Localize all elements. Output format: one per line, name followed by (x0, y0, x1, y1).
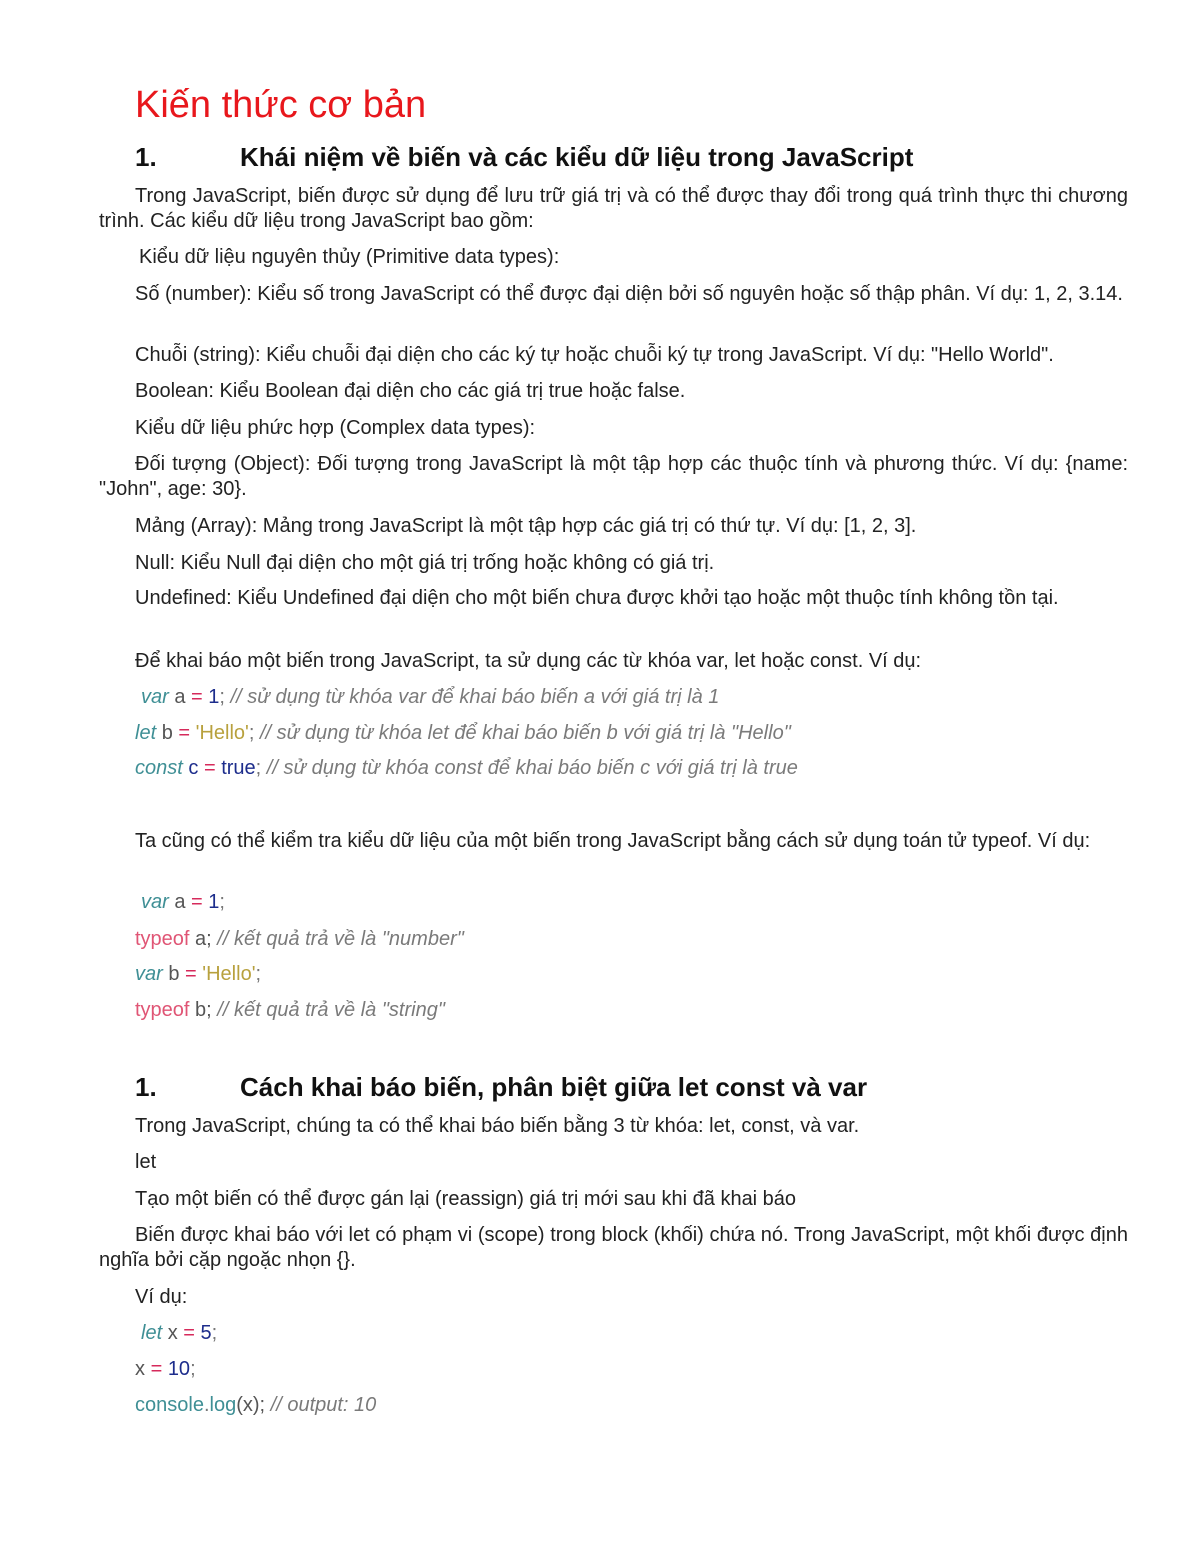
code-line-let-x (141, 1321, 217, 1346)
code-identifier: b; (195, 999, 212, 1021)
let-reassign-paragraph: Tạo một biến có thể được gán lại (reassign) giá trị mới sau khi đã khai báo (135, 1188, 797, 1210)
number-type-paragraph: Số (number): Kiểu số trong JavaScript có thể được đại diện bởi số nguyên hoặc số thập phân. Ví dụ: 1, 2, 3.14. (135, 283, 1123, 305)
string-type-paragraph: Chuỗi (string): Kiểu chuỗi đại diện cho các ký tự hoặc chuỗi ký tự trong JavaScript. Ví dụ: "Hello World". (135, 344, 1054, 366)
section-2-intro: Trong JavaScript, chúng ta có thể khai báo biến bằng 3 từ khóa: let, const, và var. (135, 1115, 860, 1137)
code-function: log (209, 1394, 237, 1416)
code-line-typeof-a (135, 927, 464, 952)
code-identifier: b (168, 963, 180, 985)
code-line-var-b (135, 962, 261, 987)
code-comment: // output: 10 (270, 1394, 377, 1416)
code-number: 10 (167, 1358, 191, 1380)
object-type-paragraph: Đối tượng (Object): Đối tượng trong JavaScript là một tập hợp các thuộc tính và phương thức. Ví dụ: {name: "John", age: 30}. (99, 453, 1128, 500)
section-1-intro: Trong JavaScript, biến được sử dụng để lưu trữ giá trị và có thể được thay đổi trong quá trình thực thi chương trình. Các kiểu dữ liệu trong JavaScript bao gồm: (99, 185, 1128, 232)
code-semicolon: ; (248, 722, 255, 744)
section-1-heading (135, 141, 913, 173)
code-keyword: const (135, 757, 183, 779)
code-line-const-c (135, 756, 798, 781)
code-keyword: var (135, 963, 163, 985)
code-semicolon: ; (219, 686, 225, 708)
boolean-type-paragraph: Boolean: Kiểu Boolean đại diện cho các giá trị true hoặc false. (135, 380, 686, 402)
code-line-x-assign (135, 1357, 196, 1382)
section-2-number: 1. (135, 1072, 157, 1102)
code-identifier: a (174, 686, 186, 708)
document-title: Kiến thức cơ bản (135, 84, 427, 126)
code-operator: = (191, 686, 203, 708)
code-operator: = (183, 1322, 195, 1344)
code-operator: = (191, 891, 203, 913)
code-line-typeof-b (135, 998, 445, 1023)
section-2-heading (135, 1071, 867, 1103)
code-operator: = (203, 757, 216, 779)
let-scope-paragraph: Biến được khai báo với let có phạm vi (scope) trong block (khối) chứa nó. Trong JavaScript, một khối được định nghĩa bởi cặp ngoặc nhọn {}. (99, 1224, 1128, 1271)
code-object: console (135, 1394, 204, 1416)
code-dot: . (203, 1394, 210, 1416)
section-2-title: Cách khai báo biến, phân biệt giữa let const và var (240, 1072, 868, 1102)
code-operator: = (178, 722, 191, 744)
code-string: 'Hello' (202, 963, 256, 985)
code-number: 1 (208, 686, 220, 708)
code-number: 1 (208, 891, 220, 913)
code-arguments: (x); (236, 1394, 266, 1416)
complex-types-title: Kiểu dữ liệu phức hợp (Complex data types): (135, 417, 536, 439)
code-operator-typeof: typeof (135, 999, 190, 1021)
code-line-var-a-2 (141, 890, 225, 915)
code-string: 'Hello' (195, 722, 249, 744)
example-label: Ví dụ: (135, 1286, 188, 1308)
code-identifier: a (174, 891, 186, 913)
section-1-number: 1. (135, 142, 157, 172)
typeof-intro-paragraph: Ta cũng có thể kiểm tra kiểu dữ liệu của một biến trong JavaScript bằng cách sử dụng toán tử typeof. Ví dụ: (135, 830, 1091, 852)
code-identifier: b (161, 722, 173, 744)
code-keyword: let (141, 1322, 163, 1344)
primitive-types-title: Kiểu dữ liệu nguyên thủy (Primitive data types): (139, 246, 560, 268)
code-operator-typeof: typeof (135, 928, 190, 950)
code-semicolon: ; (255, 963, 262, 985)
section-1-title: Khái niệm về biến và các kiểu dữ liệu trong JavaScript (240, 142, 914, 172)
code-line-var-a (141, 685, 719, 710)
code-semicolon: ; (211, 1322, 218, 1344)
code-literal: true (221, 757, 256, 779)
code-semicolon: ; (190, 1358, 196, 1380)
code-keyword: var (141, 686, 169, 708)
code-comment: // sử dụng từ khóa var để khai báo biến a với giá trị là 1 (230, 686, 720, 708)
code-comment: // sử dụng từ khóa let để khai báo biến b với giá trị là "Hello" (259, 722, 791, 744)
null-type-paragraph: Null: Kiểu Null đại diện cho một giá trị trống hoặc không có giá trị. (135, 552, 715, 574)
let-label: let (135, 1151, 157, 1173)
code-identifier: x (135, 1358, 145, 1380)
declare-intro-paragraph: Để khai báo một biến trong JavaScript, ta sử dụng các từ khóa var, let hoặc const. Ví dụ: (135, 650, 922, 672)
code-semicolon: ; (219, 891, 225, 913)
code-identifier: c (188, 757, 199, 779)
code-line-console-log (135, 1393, 376, 1418)
code-identifier: x (167, 1322, 178, 1344)
code-line-let-b (135, 721, 791, 746)
code-number: 5 (200, 1322, 212, 1344)
code-operator: = (150, 1358, 163, 1380)
code-keyword: let (135, 722, 157, 744)
array-type-paragraph: Mảng (Array): Mảng trong JavaScript là một tập hợp các giá trị có thứ tự. Ví dụ: [1, 2, 3]. (135, 515, 917, 537)
code-comment: // kết quả trả về là "number" (217, 928, 464, 950)
code-identifier: a; (195, 928, 212, 950)
code-comment: // sử dụng từ khóa const để khai báo biến c với giá trị là true (266, 757, 798, 779)
undefined-type-paragraph: Undefined: Kiểu Undefined đại diện cho một biến chưa được khởi tạo hoặc một thuộc tính không tồn tại. (135, 587, 1059, 609)
code-operator: = (185, 963, 197, 985)
code-keyword: var (141, 891, 169, 913)
code-semicolon: ; (255, 757, 262, 779)
code-comment: // kết quả trả về là "string" (217, 999, 445, 1021)
